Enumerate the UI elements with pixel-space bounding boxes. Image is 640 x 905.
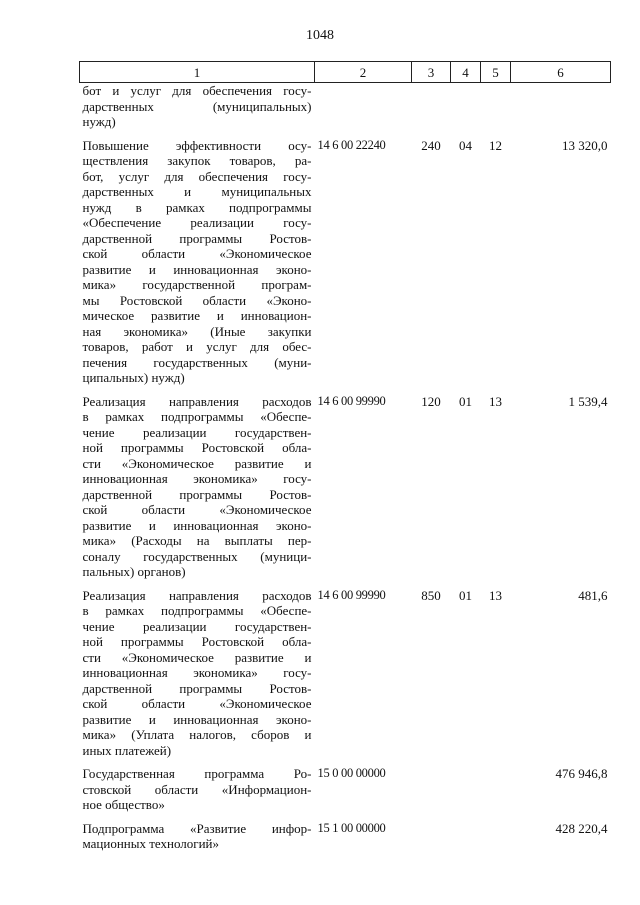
row-name-line: Реализация направления расходов: [82, 587, 312, 603]
row-name-line: ная экономика» (Иные закупки: [82, 323, 312, 339]
row-name-line: чение реализации государствен-: [82, 618, 312, 634]
table-row: [80, 588, 611, 767]
row-name-cell: [80, 588, 315, 767]
row-amount-cell: 481,6: [578, 587, 608, 603]
row-name-line: ципальных) нужд): [82, 370, 185, 385]
row-subsection-cell: 13: [489, 587, 502, 603]
row-expense-type-cell: 240: [421, 137, 441, 153]
row-code-cell: [315, 83, 412, 138]
row-name-line: бот и услуг для обеспечения госу-: [82, 83, 312, 98]
row-code-cell: 15 1 00 00000: [317, 820, 386, 835]
column-header: 1: [80, 62, 315, 83]
row-code-cell: 14 6 00 22240: [317, 137, 386, 152]
row-expense-type-cell: [412, 766, 451, 821]
row-section-cell: 01: [459, 393, 472, 409]
row-code-cell: 14 6 00 99990: [317, 587, 386, 602]
column-header: 5: [481, 62, 511, 83]
row-expense-type-cell: 850: [421, 587, 441, 603]
row-name-line: Повышение эффективности осу-: [82, 137, 312, 153]
row-name-line: Подпрограмма «Развитие инфор-: [82, 820, 312, 836]
row-name-line: развитие и инновационная эконо-: [82, 261, 312, 277]
row-subsection-cell: 13: [489, 393, 502, 409]
row-expense-type-cell: [412, 83, 451, 138]
row-name-line: мика» (Расходы на выплаты пер-: [82, 533, 312, 548]
row-name-line: дарственных и муниципальных: [82, 184, 312, 199]
row-name-line: мика» (Уплата налогов, сборов и: [82, 727, 312, 742]
row-name-line: пальных) органов): [82, 564, 186, 579]
row-subsection-cell: [481, 83, 511, 138]
table-row: [80, 766, 611, 821]
row-name-line: мационных технологий»: [82, 836, 220, 851]
row-name-line: дарственных (муниципальных): [82, 98, 312, 114]
row-name-line: дарственной программы Ростов-: [82, 680, 312, 696]
row-expense-type-cell: [412, 821, 451, 860]
row-name-line: инновационная экономика» госу-: [82, 665, 312, 680]
row-name-line: в рамках подпрограммы «Обеспе-: [82, 409, 312, 424]
column-header: 3: [412, 62, 451, 83]
row-name-line: соналу государственных (муници-: [82, 548, 312, 564]
row-name-cell: [80, 138, 315, 394]
row-name-line: мическое развитие и инновацион-: [82, 308, 312, 323]
budget-table: [79, 61, 611, 860]
row-amount-cell: [511, 83, 611, 138]
row-name-line: дарственной программы Ростов-: [82, 486, 312, 502]
row-name-line: чение реализации государствен-: [82, 424, 312, 440]
column-header: 4: [451, 62, 481, 83]
row-name-line: дарственной программы Ростов-: [82, 230, 312, 246]
row-name-line: ской области «Экономическое: [82, 246, 312, 261]
row-section-cell: 01: [459, 587, 472, 603]
row-name-line: бот, услуг для обеспечения госу-: [82, 168, 312, 184]
row-name-line: сти «Экономическое развитие и: [82, 649, 312, 665]
row-name-line: «Обеспечение реализации госу-: [82, 215, 312, 230]
table-row: [80, 821, 611, 860]
page-number: 1048: [306, 28, 334, 43]
row-name-line: ской области «Экономическое: [82, 696, 312, 711]
row-subsection-cell: [481, 821, 511, 860]
row-name-line: печения государственных (муни-: [82, 354, 312, 370]
row-name-line: ной программы Ростовской обла-: [82, 634, 312, 649]
row-name-line: ной программы Ростовской обла-: [82, 440, 312, 455]
row-amount-cell: 428 220,4: [555, 820, 608, 836]
row-section-cell: [451, 821, 481, 860]
row-section-cell: [451, 83, 481, 138]
row-name-line: ное общество»: [82, 797, 165, 812]
row-name-cell: [80, 83, 315, 138]
row-name-line: Государственная программа Ро-: [82, 766, 312, 781]
row-section-cell: [451, 766, 481, 821]
column-header: 2: [315, 62, 412, 83]
row-subsection-cell: 12: [489, 137, 502, 153]
row-name-line: нужд): [82, 114, 116, 129]
row-name-line: инновационная экономика» госу-: [82, 471, 312, 486]
row-name-line: развитие и инновационная эконо-: [82, 517, 312, 533]
row-amount-cell: 1 539,4: [568, 393, 608, 409]
table-row: [80, 138, 611, 394]
row-name-line: мы Ростовской области «Эконо-: [82, 292, 312, 308]
row-name-cell: [80, 821, 315, 860]
row-name-line: стовской области «Информацион-: [82, 781, 312, 797]
row-name-line: иных платежей): [82, 742, 172, 758]
row-name-line: товаров, работ и услуг для обес-: [82, 339, 312, 354]
row-name-line: ществления закупок товаров, ра-: [82, 153, 312, 168]
row-amount-cell: 13 320,0: [562, 137, 608, 153]
row-name-cell: [80, 394, 315, 588]
row-expense-type-cell: 120: [421, 393, 441, 409]
column-header: 6: [511, 62, 611, 83]
table-header-row: [80, 62, 611, 83]
row-name-line: сти «Экономическое развитие и: [82, 455, 312, 471]
row-name-line: ской области «Экономическое: [82, 502, 312, 517]
row-name-line: развитие и инновационная эконо-: [82, 711, 312, 727]
row-code-cell: 14 6 00 99990: [317, 393, 386, 408]
row-name-line: Реализация направления расходов: [82, 393, 312, 409]
row-name-line: в рамках подпрограммы «Обеспе-: [82, 603, 312, 618]
row-amount-cell: 476 946,8: [555, 766, 608, 781]
table-row: [80, 394, 611, 588]
row-name-line: мика» государственной програм-: [82, 277, 312, 292]
row-name-cell: [80, 766, 315, 821]
row-name-line: нужд в рамках подпрограммы: [82, 199, 312, 215]
row-section-cell: 04: [459, 137, 472, 153]
row-code-cell: 15 0 00 00000: [317, 766, 386, 780]
row-subsection-cell: [481, 766, 511, 821]
table-row: [80, 83, 611, 138]
